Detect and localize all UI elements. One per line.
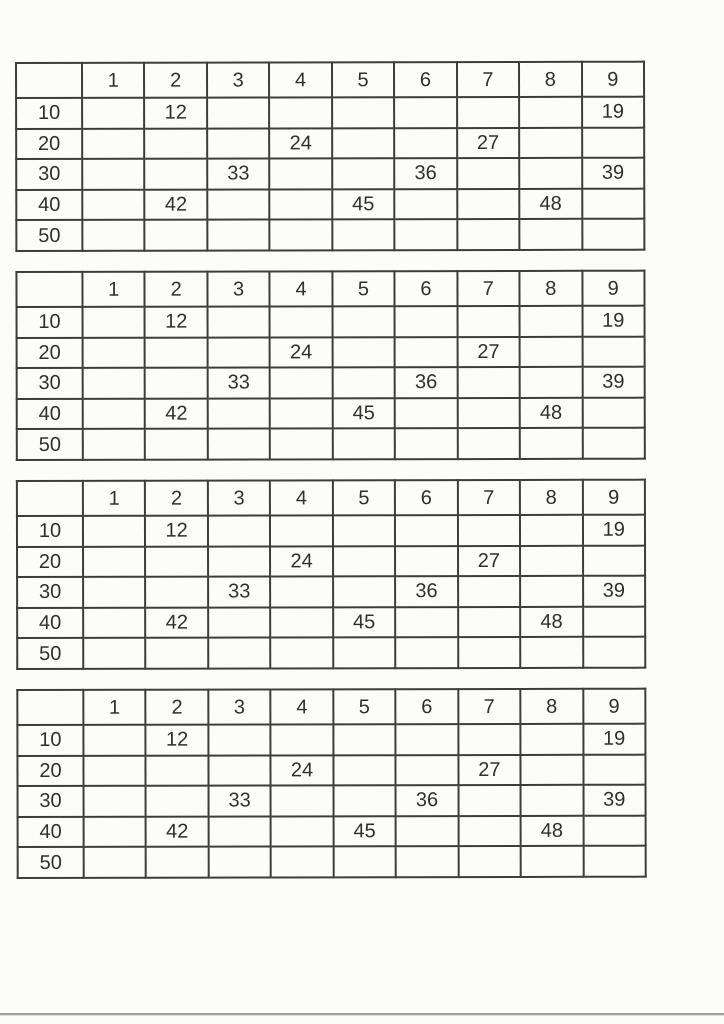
grid-cell: 33 [208,786,271,817]
grid-cell [519,97,582,128]
grid-cell [84,786,147,817]
grid-cell [458,846,521,877]
column-header: 9 [582,480,645,515]
column-header: 7 [457,271,520,306]
column-header: 6 [394,62,457,97]
grid-cell [83,337,146,368]
column-header: 2 [145,272,208,307]
grid-cell [208,607,271,638]
table-row [16,158,644,190]
column-header: 1 [83,690,146,725]
row-label: 10 [16,98,82,129]
row-label: 40 [17,399,83,430]
grid-cell [520,576,583,607]
grid-cell: 39 [582,158,645,189]
grid-cell [83,368,146,399]
grid-cell [207,189,270,220]
grid-cell [146,847,209,878]
column-header: 1 [82,272,145,307]
row-label: 30 [17,577,83,608]
column-header: 3 [208,689,271,724]
row-label: 20 [17,546,83,577]
grid-cell [457,367,520,398]
table-row [17,428,645,460]
grid-cell: 39 [583,785,646,816]
grid-cell [208,816,271,847]
row-label: 20 [17,755,83,786]
grid-cell [270,577,333,608]
row-label: 10 [17,307,83,338]
column-header: 1 [82,63,145,98]
grid-cell: 39 [583,576,646,607]
column-header: 5 [333,689,396,724]
grid-cell [583,846,646,877]
grid-cell [271,786,334,817]
grid-cell: 24 [271,755,334,786]
grid-cell [395,515,458,546]
grid-cell [83,516,146,547]
grid-cell: 48 [520,607,583,638]
corner-cell [17,690,83,725]
column-header: 8 [520,689,583,724]
grid-cell [333,638,396,669]
column-header: 3 [208,480,271,515]
grid-cell [457,189,520,220]
grid-cell [84,817,147,848]
grid-cell [519,219,582,250]
grid-cell [271,724,334,755]
grid-cell: 12 [145,516,208,547]
grid-cell [270,220,333,251]
grid-cell [270,607,333,638]
column-header: 3 [207,62,270,97]
grid-cell: 45 [332,398,395,429]
header-row [16,271,644,307]
row-label: 40 [17,608,83,639]
grid-cell [209,847,272,878]
table-row [18,815,646,847]
grid-cell [82,159,145,190]
grid-cell [332,306,395,337]
grid-cell: 48 [520,398,583,429]
grid-cell [521,754,584,785]
grid-cell [394,128,457,159]
grid-cell [458,637,521,668]
corner-cell [16,272,82,307]
grid-cell [271,816,334,847]
grid-cell [395,306,458,337]
grid-cell [583,637,646,668]
grid-cell: 36 [395,576,458,607]
grid-cell [208,515,271,546]
grid-cell [520,306,583,337]
row-label: 50 [17,429,83,460]
table-row [17,754,645,786]
grid-cell [396,816,459,847]
grid-cell [145,128,208,159]
grid-cell: 48 [519,189,582,220]
grid-cell [270,398,333,429]
grid-cell: 33 [208,368,271,399]
grid-cell [395,337,458,368]
grid-cell [83,638,146,669]
grid-cell [271,847,334,878]
column-header: 2 [145,481,208,516]
table-row [17,724,645,756]
grid-cell [332,220,395,251]
table-row [17,545,645,577]
grid-cell: 42 [146,816,209,847]
grid-cell [457,219,520,250]
grid-cell [208,398,271,429]
grid-cell [582,397,645,428]
column-header: 6 [396,689,459,724]
grid-cell [458,576,521,607]
grid-cell [84,847,147,878]
column-header: 8 [520,271,583,306]
grid-cell [83,546,146,577]
grid-cell [270,189,333,220]
grid-cell: 42 [145,398,208,429]
grid-cell [270,306,333,337]
column-header: 4 [270,271,333,306]
grid-cell [83,608,146,639]
grid-cell [146,577,209,608]
grid-cell [394,189,457,220]
grid-cell: 36 [395,367,458,398]
grid-cell [457,428,520,459]
grid-cell [457,306,520,337]
grid-cell [83,755,146,786]
corner-cell [16,63,82,98]
grid-cell: 19 [583,724,646,755]
column-header: 4 [271,689,334,724]
grid-cell [520,515,583,546]
grid-cell [583,754,646,785]
grid-cell [332,128,395,159]
column-header: 4 [270,480,333,515]
grid-cell: 45 [333,607,396,638]
grid-cell [333,429,396,460]
column-header: 4 [269,62,332,97]
grid-cell [146,786,209,817]
grid-cell [458,816,521,847]
grid-cell [396,846,459,877]
table-row [17,397,645,429]
grid-cell [582,336,645,367]
grid-cell: 24 [269,128,332,159]
grid-cell: 27 [458,546,521,577]
table-row [18,846,646,878]
grid-cell [457,97,520,128]
grid-cell [146,755,209,786]
grid-cell [333,546,396,577]
grid-cell [458,607,521,638]
grid-cell [333,847,396,878]
grid-cell [145,337,208,368]
grid-cell: 39 [582,367,645,398]
grid-cell: 12 [145,98,208,129]
grid-cell [520,545,583,576]
grid-cell [395,607,458,638]
column-header: 2 [144,63,207,98]
column-header: 9 [583,689,646,724]
column-header: 6 [395,480,458,515]
grid-cell [82,98,145,129]
table-row [18,785,646,817]
grid-cell [333,576,396,607]
grid-cell [458,785,521,816]
grid-cell [145,159,208,190]
grid-cell: 36 [396,785,459,816]
grid-cell [583,545,646,576]
column-header: 7 [457,62,520,97]
grid-cell [521,846,584,877]
grid-cell [582,219,645,250]
column-header: 8 [520,480,583,515]
row-label: 30 [16,159,82,190]
grid-cell [520,336,583,367]
scan-edge-line [0,1013,724,1015]
grid-cell [520,724,583,755]
table-row [16,188,644,220]
grid-cell [270,159,333,190]
column-header: 9 [582,271,645,306]
grid-cell [269,97,332,128]
column-header: 5 [332,62,395,97]
grid-cell [208,724,271,755]
corner-cell [17,481,83,516]
grid-cell: 12 [146,725,209,756]
grid-cell: 27 [458,755,521,786]
grid-cell [583,606,646,637]
grid-cell [332,97,395,128]
grid-cell: 42 [145,189,208,220]
column-header: 5 [333,480,396,515]
grid-cell [83,307,146,338]
grid-cell [270,429,333,460]
grid-cell: 33 [207,159,270,190]
column-header: 1 [83,481,146,516]
row-label: 20 [16,128,82,159]
table-row [17,367,645,399]
header-row [17,689,645,725]
grid-cell: 19 [582,306,645,337]
grid-cell [208,638,271,669]
grid-cell [83,577,146,608]
table-row [17,576,645,608]
grid-cell: 24 [270,337,333,368]
grid-cell [332,158,395,189]
row-label: 40 [18,817,84,848]
grid-cell [582,127,645,158]
grid-cell [83,725,146,756]
grid-cell [396,724,459,755]
grid-cell: 12 [145,307,208,338]
grid-cell: 45 [333,816,396,847]
grid-cell [270,368,333,399]
table-row [17,306,645,338]
grid-cell [583,815,646,846]
grid-cell [520,367,583,398]
grid-cell: 27 [457,337,520,368]
grid-cell [332,337,395,368]
grid-cell [145,429,208,460]
grid-cell [333,515,396,546]
row-label: 30 [17,368,83,399]
grid-cell [458,515,521,546]
grid-cell [394,97,457,128]
grid-cell [82,220,145,251]
grid-cell: 27 [457,128,520,159]
number-grid-table [16,688,646,879]
grid-cell [207,128,270,159]
table-row [17,515,645,547]
grid-cell [145,546,208,577]
column-header: 6 [395,271,458,306]
grid-cell: 45 [332,189,395,220]
number-grid-table [15,61,645,252]
row-label: 50 [17,638,83,669]
grid-cell [396,755,459,786]
row-label: 30 [18,786,84,817]
table-row [17,606,645,638]
grid-cell [207,306,270,337]
grid-cell: 42 [146,607,209,638]
grid-cell [521,785,584,816]
row-label: 10 [17,516,83,547]
table-row [17,637,645,669]
header-row [17,480,645,516]
grid-cell [582,428,645,459]
grid-cell [457,398,520,429]
grid-cell [208,755,271,786]
grid-cell [333,724,396,755]
grid-cell: 24 [270,546,333,577]
grid-cell [145,368,208,399]
row-label: 10 [17,725,83,756]
grid-cell [146,638,209,669]
grid-cell [83,399,146,430]
grid-cell: 48 [521,816,584,847]
row-label: 40 [16,190,82,221]
grid-cell [207,337,270,368]
column-header: 9 [582,62,645,97]
column-header: 2 [146,690,209,725]
grid-cell [333,785,396,816]
row-label: 50 [18,847,84,878]
grid-cell: 36 [394,158,457,189]
grid-cell [519,127,582,158]
column-header: 5 [332,271,395,306]
grid-cell [395,428,458,459]
grid-cell [208,546,271,577]
row-label: 50 [16,220,82,251]
header-row [16,62,644,98]
column-header: 7 [458,689,521,724]
grid-cell [208,429,271,460]
table-row [16,219,644,251]
grid-cell [145,220,208,251]
grid-cell: 33 [208,577,271,608]
grid-cell [333,755,396,786]
grid-cell [83,429,146,460]
grid-cell [519,158,582,189]
grid-cell: 19 [582,515,645,546]
number-grid-table [15,270,645,461]
row-label: 20 [17,337,83,368]
table-row [16,127,644,159]
grid-cell [520,637,583,668]
grid-cell [395,398,458,429]
grid-cell [332,367,395,398]
grid-cell [457,158,520,189]
table-row [16,97,644,129]
grid-cell [207,220,270,251]
column-header: 3 [207,271,270,306]
column-header: 7 [458,480,521,515]
grid-cell [82,190,145,221]
grid-cell [520,428,583,459]
column-header: 8 [519,62,582,97]
grid-cell [458,724,521,755]
grid-cell [270,515,333,546]
grid-cell [207,97,270,128]
grid-cell [395,546,458,577]
grid-cell [82,128,145,159]
table-row [17,336,645,368]
grid-cell [271,638,334,669]
grid-cell: 19 [582,97,645,128]
grid-cell [395,637,458,668]
number-grid-table [16,479,646,670]
grid-cell [582,188,645,219]
number-grid-tables [15,61,647,898]
grid-cell [395,219,458,250]
